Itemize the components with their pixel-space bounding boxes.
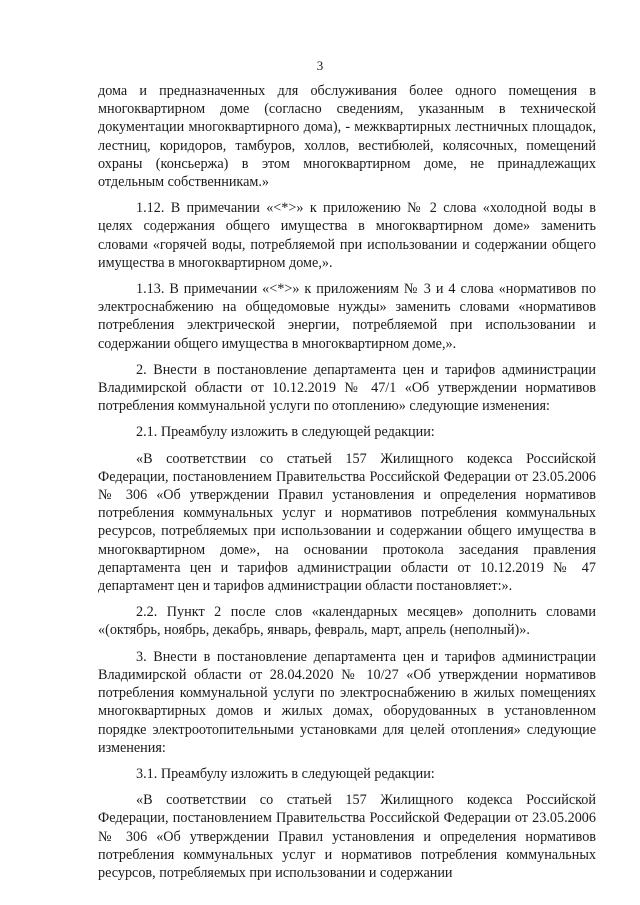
- document-body: [98, 82, 596, 882]
- paragraph-continuation: дома и предназначенных для обслуживания более одного помещения в многоквартирном доме (согласно сведениям, указанным в технической документации многоквартирного дома), - межквартирных лестничных площадок, лестниц, коридоров, тамбуров, холлов, вестибюлей, колясочных, помещений охраны (консьержа) в этом многоквартирном доме, не принадлежащих отдельным собственникам.»: [98, 83, 596, 191]
- paragraph-2-2: 2.2. Пункт 2 после слов «календарных месяцев» дополнить словами «(октябрь, ноябрь, декабрь, январь, февраль, март, апрель (неполный)».: [98, 604, 596, 639]
- paragraph-1-12: 1.12. В примечании «<*>» к приложению № 2 слова «холодной воды в целях содержания общего имущества в многоквартирном доме» заменить словами «горячей воды, потребляемой при использовании и содержании общего имущества в многоквартирном доме,».: [98, 200, 596, 271]
- paragraph-3-1-preamble-quote: «В соответствии со статьей 157 Жилищного кодекса Российской Федерации, постановлением Правительства Российской Федерации от 23.05.2006 № 306 «Об утверждении Правил установления и определения нормативов потребления коммунальных услуг и нормативов потребления коммунальных ресурсов, потребляемых при использовании и содержании: [98, 792, 596, 881]
- paragraph-2-1-preamble-quote: «В соответствии со статьей 157 Жилищного кодекса Российской Федерации, постановлением Правительства Российской Федерации от 23.05.2006 № 306 «Об утверждении Правил установления и определения нормативов потребления коммунальных услуг и нормативов потребления коммунальных ресурсов, потребляемых при использовании и содержании общего имущества в многоквартирном доме», на основании протокола заседания правления департамента цен и тарифов администрации области от 10.12.2019 № 47 департамент цен и тарифов администрации области постановляет:».: [98, 450, 596, 595]
- paragraph-3-1: 3.1. Преамбулу изложить в следующей редакции:: [136, 765, 435, 782]
- paragraph-2: 2. Внести в постановление департамента цен и тарифов администрации Владимирской области от 10.12.2019 № 47/1 «Об утверждении нормативов потребления коммунальной услуги по отоплению» следующие изменения:: [98, 361, 596, 415]
- paragraph-3: 3. Внести в постановление департамента цен и тарифов администрации Владимирской области от 28.04.2020 № 10/27 «Об утверждении нормативов потребления коммунальной услуги по электроснабжению в жилых помещениях многоквартирных домов и жилых домах, оборудованных в установленном порядке электроотопительными установками для целей отопления» следующие изменения:: [98, 648, 596, 756]
- page-number: 3: [316, 58, 324, 73]
- paragraph-2-1: 2.1. Преамбулу изложить в следующей редакции:: [136, 424, 435, 441]
- paragraph-1-13: 1.13. В примечании «<*>» к приложениям № 3 и 4 слова «нормативов по электроснабжению на общедомовые нужды» заменить словами «нормативов потребления электрической энергии, потребляемой при использовании и содержании общего имущества в многоквартирном доме,».: [98, 281, 596, 352]
